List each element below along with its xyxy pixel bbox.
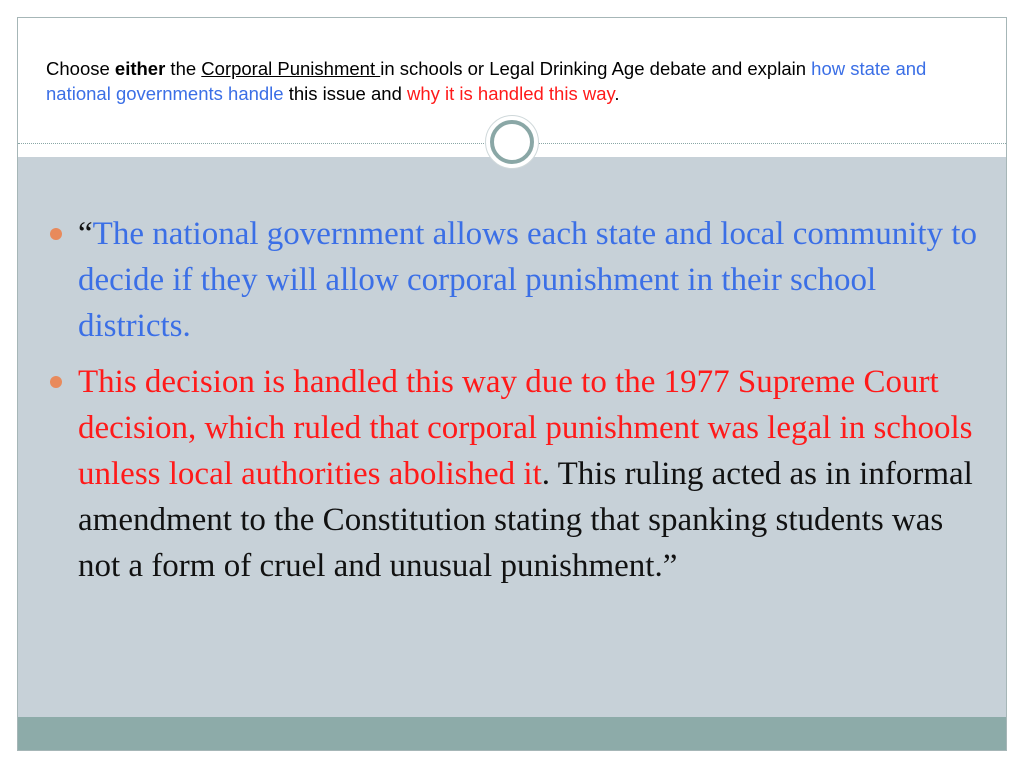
list-item <box>46 211 981 349</box>
bullet-icon <box>50 228 62 240</box>
bullet-list <box>46 211 981 599</box>
title-bold-text: either <box>114 58 166 79</box>
footer-bar <box>18 717 1006 751</box>
list-item <box>46 359 981 589</box>
title-text-2: the <box>165 58 202 79</box>
title-underlined-text: Corporal Punishment <box>201 58 381 79</box>
title-text-1: Choose <box>46 58 115 79</box>
title-text-3: in schools or Legal Drinking Age debate and explain <box>380 58 812 79</box>
open-quote: “ <box>78 216 93 252</box>
title-red-text: why it is handled this way <box>407 83 615 104</box>
bullet-2-red-text: This decision is handled this way due to the 1977 Supreme Court decision, which ruled that corporal punishment was legal in schools unless local authorities abolished it <box>78 364 973 492</box>
slide <box>17 17 1007 751</box>
bullet-icon <box>50 376 62 388</box>
title-blue-text: how state and national governments handle <box>46 58 927 104</box>
bullet-1-text: The national government allows each state and local community to decide if they will allow corporal punishment in their school districts. <box>78 216 977 344</box>
title-text-end: . <box>614 83 620 104</box>
slide-title <box>46 56 986 106</box>
bullet-2-black-text: . This ruling acted as in informal amendment to the Constitution stating that spanking students was not a form of cruel and unusual punishment.” <box>78 456 973 584</box>
ring-icon <box>490 120 534 164</box>
title-text-4: this issue and <box>283 83 407 104</box>
